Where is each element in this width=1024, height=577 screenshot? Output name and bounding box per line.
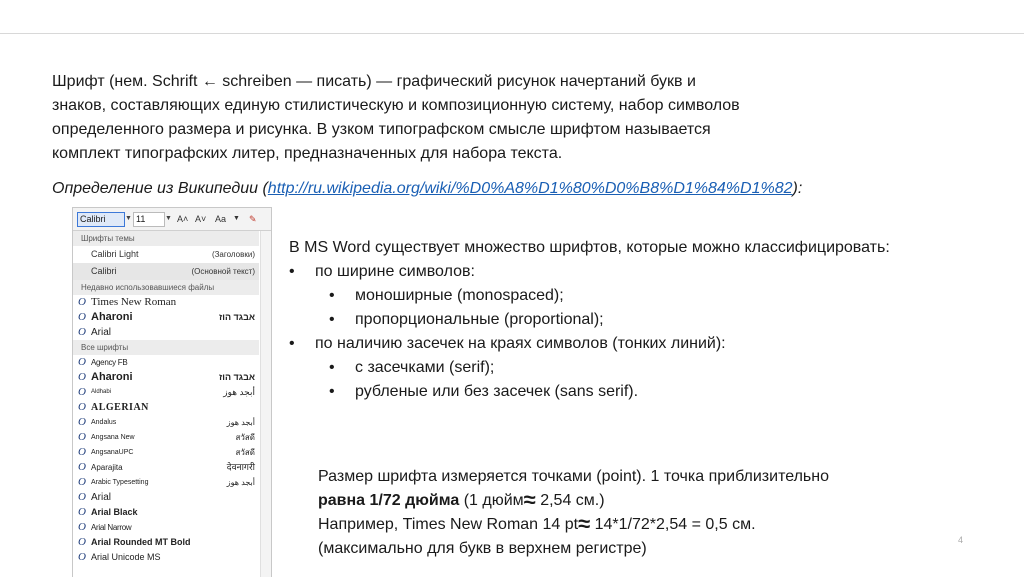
font-size-box[interactable]: 11 xyxy=(133,212,165,227)
bullet-text: пропорциональные (proportional); xyxy=(355,311,604,328)
font-item-name: Arial xyxy=(91,492,112,503)
font-item-arial-narrow[interactable] xyxy=(73,520,259,535)
font-item-angsanaupc[interactable] xyxy=(73,445,259,460)
font-size-block xyxy=(318,465,998,561)
font-item-arial-black[interactable] xyxy=(73,505,259,520)
font-item-aparajita[interactable] xyxy=(73,460,259,475)
font-toolbar xyxy=(73,208,271,231)
page-number: 4 xyxy=(958,535,964,545)
clear-formatting-icon[interactable]: ✎ xyxy=(249,214,257,224)
grow-font-icon[interactable]: A˄ xyxy=(177,214,189,224)
font-item-preview: אבגד הוז xyxy=(218,312,255,322)
bullet-text: моноширные (monospaced); xyxy=(355,287,564,304)
font-item-tag: (Заголовки) xyxy=(211,250,255,259)
font-item-calibri[interactable] xyxy=(73,263,259,280)
bullet-text: с засечками (serif); xyxy=(355,359,495,376)
font-item-arial-rounded-mt-bold[interactable] xyxy=(73,535,259,550)
font-item-preview: אבגד הוז xyxy=(218,372,255,382)
font-item-algerian[interactable] xyxy=(73,400,259,415)
opentype-icon: O xyxy=(78,401,86,413)
font-item-agency-fb[interactable] xyxy=(73,355,259,370)
size-line-3-a: Например, Times New Roman 14 pt xyxy=(318,516,579,533)
font-item-preview: أبجد هوز xyxy=(223,387,255,397)
font-item-name: Aharoni xyxy=(91,311,133,323)
font-item-andalus[interactable] xyxy=(73,415,259,430)
definition-prefix: Определение из Википедии ( xyxy=(52,180,268,197)
opentype-icon: O xyxy=(78,536,86,548)
font-item-name: Calibri Light xyxy=(91,249,139,259)
bullet-text: рубленые или без засечек (sans serif). xyxy=(355,383,639,400)
definition-suffix: ): xyxy=(792,180,803,197)
opentype-icon: O xyxy=(78,521,86,533)
opentype-icon: O xyxy=(78,431,86,443)
opentype-icon: O xyxy=(78,551,86,563)
font-item-name: Times New Roman xyxy=(91,296,177,308)
font-item-calibri-light[interactable] xyxy=(73,246,259,263)
bullet-sans xyxy=(289,380,1019,404)
font-item-name: Arial Narrow xyxy=(91,523,132,532)
size-line-1: Размер шрифта измеряется точками (point). 1 точка приблизительно xyxy=(318,468,829,485)
opentype-icon: O xyxy=(78,296,86,308)
font-name-box[interactable]: Calibri xyxy=(77,212,125,227)
font-item-name: Arial Rounded MT Bold xyxy=(91,537,191,547)
size-bold-text: равна 1/72 дюйма xyxy=(318,492,460,509)
font-item-name: Arabic Typesetting xyxy=(91,479,149,486)
font-item-arial-2[interactable] xyxy=(73,490,259,505)
opentype-icon: O xyxy=(78,326,86,338)
approx-icon: ≈ xyxy=(578,511,591,536)
font-item-name: ALGERIAN xyxy=(91,402,149,413)
opentype-icon: O xyxy=(78,311,86,323)
top-divider xyxy=(0,33,1024,34)
size-line-4: (максимально для букв в верхнем регистре) xyxy=(318,540,647,557)
classification-intro: В MS Word существует множество шрифтов, которые можно классифицировать: xyxy=(289,239,890,256)
bullet-serif xyxy=(289,356,1019,380)
opentype-icon: O xyxy=(78,446,86,458)
font-item-name: Calibri xyxy=(91,266,117,276)
opentype-icon: O xyxy=(78,356,86,368)
font-item-aharoni[interactable] xyxy=(73,310,259,325)
opentype-icon: O xyxy=(78,371,86,383)
size-line-3-b: 14*1/72*2,54 = 0,5 см. xyxy=(590,516,756,533)
font-name-dropdown-icon[interactable]: ▼ xyxy=(125,215,132,222)
font-item-arial[interactable] xyxy=(73,325,259,340)
definition-line xyxy=(52,180,802,198)
intro-line-3: определенного размера и рисунка. В узком типографском смысле шрифтом называется xyxy=(52,121,711,138)
size-line-2-b: 2,54 см.) xyxy=(535,492,605,509)
font-item-aldhabi[interactable] xyxy=(73,385,259,400)
font-item-name: Angsana New xyxy=(91,434,135,441)
font-item-preview: สวัสดี xyxy=(235,448,255,457)
approx-icon: ≈ xyxy=(523,487,536,512)
font-list-scrollbar[interactable] xyxy=(260,231,271,577)
font-item-preview: สวัสดี xyxy=(235,433,255,442)
intro-line-2: знаков, составляющих единую стилистическую и композиционную систему, набор символов xyxy=(52,97,740,114)
font-item-name: Arial xyxy=(91,327,112,338)
font-item-aharoni-2[interactable] xyxy=(73,370,259,385)
bullet-text: по ширине символов: xyxy=(315,263,475,280)
font-item-preview: أبجد هوز xyxy=(226,478,255,487)
font-item-name: Arial Unicode MS xyxy=(91,552,161,562)
bullet-mark: • xyxy=(289,263,295,280)
font-list xyxy=(73,231,259,565)
font-item-tag: (Основной текст) xyxy=(191,267,255,276)
bullet-mono xyxy=(289,284,1019,308)
case-dropdown-icon[interactable]: ▼ xyxy=(233,215,240,222)
font-item-arabic-typesetting[interactable] xyxy=(73,475,259,490)
font-item-name: Aldhabi xyxy=(91,389,112,395)
size-line-2-a: (1 дюйм xyxy=(459,492,524,509)
opentype-icon: O xyxy=(78,506,86,518)
bullet-mark: • xyxy=(329,311,335,328)
font-item-name: Agency FB xyxy=(91,358,128,367)
bullet-text: по наличию засечек на краях символов (тонких линий): xyxy=(315,335,726,352)
font-item-name: AngsanaUPC xyxy=(91,449,134,456)
classification-block xyxy=(289,236,1019,404)
font-item-arial-unicode-ms[interactable] xyxy=(73,550,259,565)
size-line-2 xyxy=(318,489,998,513)
wikipedia-link[interactable]: http://ru.wikipedia.org/wiki/%D0%A8%D1%80%D0%B8%D1%84%D1%82 xyxy=(267,180,793,197)
font-item-angsana-new[interactable] xyxy=(73,430,259,445)
change-case-icon[interactable]: Aa xyxy=(215,214,227,224)
font-dropdown-screenshot xyxy=(72,207,272,577)
font-item-preview: أبجد هوز xyxy=(226,418,255,427)
all-fonts-header: Все шрифты xyxy=(73,340,259,355)
font-size-dropdown-icon[interactable]: ▼ xyxy=(165,215,172,222)
opentype-icon: O xyxy=(78,416,86,428)
font-item-name: Andalus xyxy=(91,419,117,426)
opentype-icon: O xyxy=(78,491,86,503)
opentype-icon: O xyxy=(78,461,86,473)
font-item-name: Aparajita xyxy=(91,463,123,472)
shrink-font-icon[interactable]: A˅ xyxy=(195,214,207,224)
font-item-times-new-roman[interactable] xyxy=(73,295,259,310)
opentype-icon: O xyxy=(78,476,86,488)
bullet-mark: • xyxy=(329,287,335,304)
font-item-name: Aharoni xyxy=(91,371,133,383)
bullet-mark: • xyxy=(329,359,335,376)
intro-line-4: комплект типографских литер, предназначенных для набора текста. xyxy=(52,145,563,162)
bullet-mark: • xyxy=(289,335,295,352)
bullet-prop xyxy=(289,308,1019,332)
bullet-by-serif xyxy=(289,332,1019,356)
intro-paragraph xyxy=(52,70,872,166)
bullet-mark: • xyxy=(329,383,335,400)
bullet-by-width xyxy=(289,260,1019,284)
opentype-icon: O xyxy=(78,386,86,398)
intro-line-1: Шрифт (нем. Schrift ← schreiben — писать) — графический рисунок начертаний букв и xyxy=(52,73,696,90)
theme-fonts-header: Шрифты темы xyxy=(73,231,259,246)
recent-fonts-header: Недавно использовавшиеся файлы xyxy=(73,280,259,295)
font-item-preview: देवनागरी xyxy=(226,462,255,472)
font-item-name: Arial Black xyxy=(91,507,138,517)
size-line-3 xyxy=(318,513,998,537)
